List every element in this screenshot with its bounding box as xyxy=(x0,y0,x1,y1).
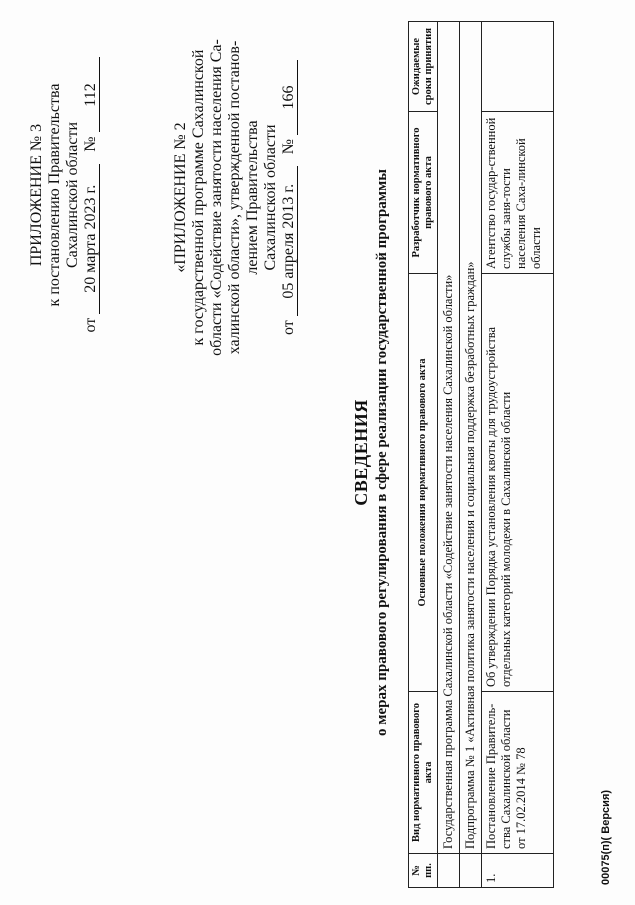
annex-2-line5: Сахалинской области xyxy=(262,124,279,271)
annex-3-title: ПРИЛОЖЕНИЕ № 3 xyxy=(28,123,45,267)
row-num: 1. xyxy=(482,854,554,888)
subprogram-row xyxy=(460,22,482,888)
header-developer: Разработчик нормативного правового акта xyxy=(409,112,438,274)
annex-2-line3: халинской области», утвержденной постанов- xyxy=(226,40,243,355)
annex-2-line1: к государственной программе Сахалинской xyxy=(190,49,207,346)
row-developer: Агентство государ-ственной службы заня-тости населения Саха-линской области xyxy=(482,112,554,274)
header-type: Вид нормативного правового акта xyxy=(409,692,438,854)
annex-2-line4: лением Правительства xyxy=(244,120,261,275)
legal-measures-table xyxy=(408,21,554,888)
row-provisions: Об утверждении Порядка установления квоты для трудоустройства отдельных категорий молодежи в Сахалинской области xyxy=(482,274,554,692)
program-row-num xyxy=(438,854,460,888)
row-type: Постановление Правитель-ства Сахалинской области от 17.02.2014 № 78 xyxy=(482,692,554,854)
row-term xyxy=(482,22,554,112)
annex-2-date: 05 апреля 2013 г. xyxy=(280,166,298,316)
annex-3-no-label: № xyxy=(82,136,99,152)
annex-2-line2: области «Содействие занятости населения Са- xyxy=(208,39,225,356)
header-num: № пп. xyxy=(409,854,438,888)
heading-title: СВЕДЕНИЯ xyxy=(351,399,371,506)
header-provisions: Основные положения нормативного правового акта xyxy=(409,274,438,692)
subprogram-row-num xyxy=(460,854,482,888)
annex-3-number: 112 xyxy=(82,57,100,132)
table-row xyxy=(482,22,554,888)
annex-2-no-label: № xyxy=(280,138,297,155)
table-header-row xyxy=(409,22,438,888)
header-term: Ожидаемые сроки принятия xyxy=(409,22,438,112)
annex-3-line1: к постановлению Правительства xyxy=(46,83,63,307)
document-heading xyxy=(350,0,392,905)
subprogram-row-text: Подпрограмма № 1 «Активная политика занятости населения и социальная поддержка безработных граждан» xyxy=(460,22,482,854)
annex-2-date-line xyxy=(280,20,298,375)
annex-2-from-label: от xyxy=(280,320,297,336)
document-footer-code: 00075(п)( Версия) xyxy=(600,789,612,885)
annex-2-number: 166 xyxy=(280,60,298,135)
program-row xyxy=(438,22,460,888)
annex-3-line2: Сахалинской области xyxy=(64,121,81,269)
program-row-text: Государственная программа Сахалинской области «Содействие занятости населения Сахалинской области» xyxy=(438,22,460,854)
annex-2-title: «ПРИЛОЖЕНИЕ № 2 xyxy=(172,122,189,273)
annex-3-from-label: от xyxy=(82,317,99,333)
annex-3-date: 20 марта 2023 г. xyxy=(82,164,100,314)
annex-3-block xyxy=(28,45,100,345)
annex-2-block xyxy=(172,20,298,375)
annex-3-date-line xyxy=(82,45,100,345)
heading-subtitle: о мерах правового регулирования в сфере реализации государственной программы xyxy=(374,169,390,736)
